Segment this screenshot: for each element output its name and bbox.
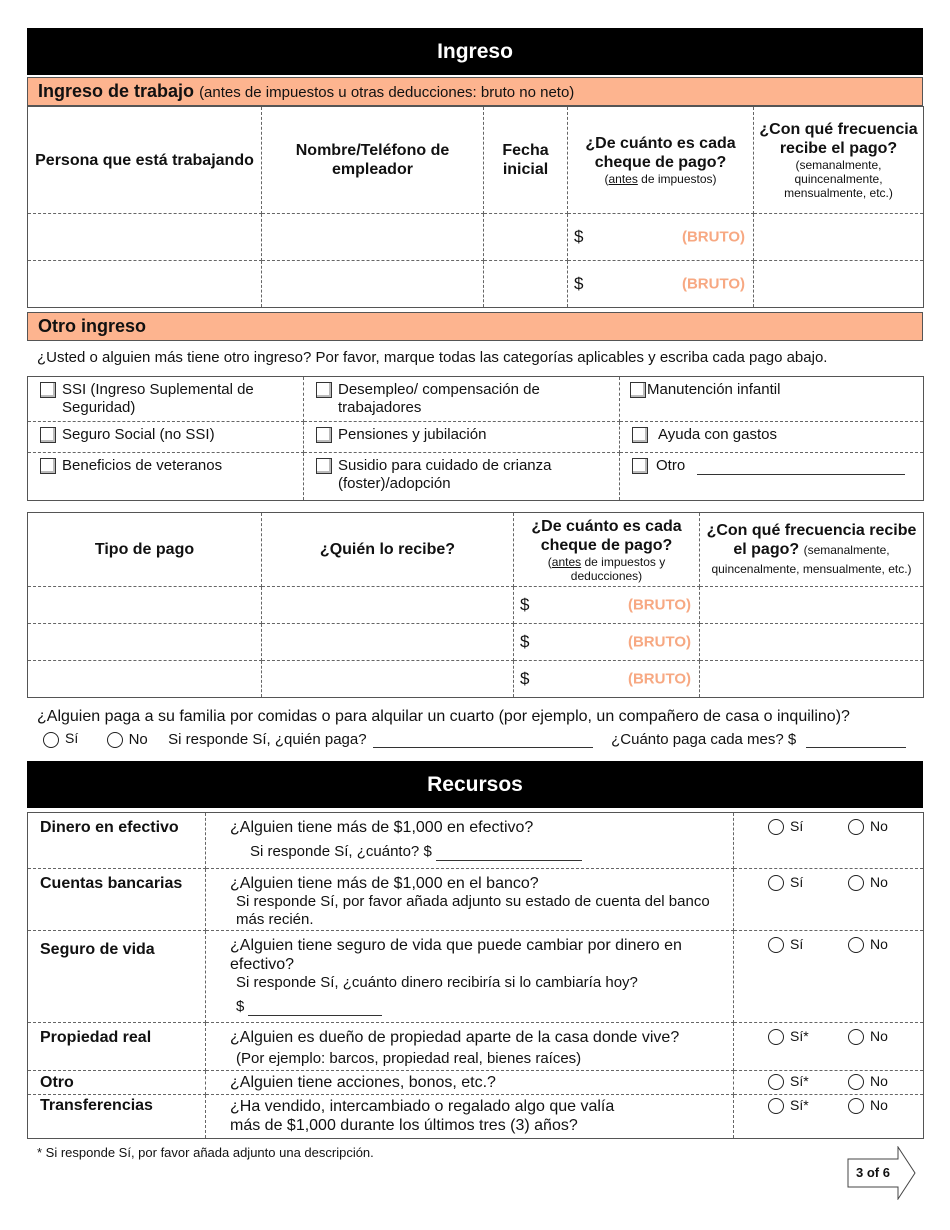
resource-category: Seguro de vida	[28, 931, 206, 1023]
frequency-field[interactable]	[700, 624, 924, 661]
category-manutencion[interactable]: Manutención infantil	[620, 377, 924, 422]
col-header-employer: Nombre/Teléfono de empleador	[262, 107, 484, 214]
radio-no[interactable]	[848, 937, 864, 953]
col-header-recipient: ¿Quién lo recibe?	[262, 513, 514, 587]
bruto-label: (BRUTO)	[627, 633, 691, 651]
page-number: 3 of 6	[856, 1165, 890, 1180]
table-row	[28, 214, 924, 261]
resource-question: ¿Alguien tiene seguro de vida que puede cambiar por dinero en efectivo?	[230, 937, 682, 973]
monthly-amount-field[interactable]	[806, 730, 906, 748]
bruto-label: (BRUTO)	[627, 670, 691, 688]
radio-yes[interactable]	[768, 1074, 784, 1090]
bruto-label: (BRUTO)	[681, 228, 745, 246]
category-seguro-social[interactable]: Seguro Social (no SSI)	[28, 422, 304, 453]
employer-field[interactable]	[262, 261, 484, 308]
col-header-frequency: ¿Con qué frecuencia recibe el pago? (semanalmente, quincenalmente, mensualmente, etc.)	[754, 107, 924, 214]
radio-yes[interactable]	[768, 1029, 784, 1045]
subsection-header-ingreso-trabajo	[27, 77, 923, 106]
subsection-title: Ingreso de trabajo	[38, 81, 195, 101]
otro-text-field[interactable]	[697, 461, 905, 475]
start-date-field[interactable]	[484, 261, 568, 308]
recipient-field[interactable]	[262, 661, 514, 698]
recipient-field[interactable]	[262, 587, 514, 624]
frequency-field[interactable]	[754, 214, 924, 261]
section-header-recursos: Recursos	[27, 761, 923, 808]
category-ssi[interactable]: SSI (Ingreso Suplemental de Seguridad)	[28, 377, 304, 422]
who-pays-field[interactable]	[373, 730, 593, 748]
radio-no[interactable]	[848, 1029, 864, 1045]
other-income-prompt: ¿Usted o alguien más tiene otro ingreso? Por favor, marque todas las categorías aplicables y escriba cada pago abajo.	[37, 349, 828, 366]
category-otro[interactable]: Otro	[620, 453, 924, 501]
checkbox[interactable]	[316, 458, 332, 474]
resource-row-cash: Dinero en efectivo ¿Alguien tiene más de $1,000 en efectivo? Si responde Sí, ¿cuánto? $ Sí No	[28, 813, 924, 869]
category-pensiones[interactable]: Pensiones y jubilación	[304, 422, 620, 453]
col-header-amount: ¿De cuánto es cada cheque de pago? (antes de impuestos)	[568, 107, 754, 214]
table-row	[28, 261, 924, 308]
resource-category: Propiedad real	[28, 1023, 206, 1071]
frequency-field[interactable]	[754, 261, 924, 308]
form-page	[27, 28, 923, 1166]
room-board-answers: Sí No Si responde Sí, ¿quién paga? ¿Cuánto paga cada mes? $	[27, 726, 923, 758]
resource-subtext: Si responde Sí, por favor añada adjunto su estado de cuenta del banco más recién.	[236, 893, 710, 928]
radio-yes[interactable]	[768, 819, 784, 835]
cash-amount-field[interactable]	[436, 845, 582, 861]
checkbox[interactable]	[40, 458, 56, 474]
table-row	[28, 587, 924, 624]
col-header-start-date: Fecha inicial	[484, 107, 568, 214]
resource-row-real-property: Propiedad real ¿Alguien es dueño de propiedad aparte de la casa donde vive? (Por ejemplo: barcos, propiedad real, bienes raíces) Sí* No	[28, 1023, 924, 1071]
amount-field[interactable]: $ (BRUTO)	[568, 214, 754, 261]
resource-question: ¿Alguien tiene más de $1,000 en el banco?	[230, 875, 539, 892]
radio-yes[interactable]	[43, 732, 59, 748]
resource-row-other: Otro ¿Alguien tiene acciones, bonos, etc.? Sí* No	[28, 1071, 924, 1095]
checkbox[interactable]	[316, 382, 332, 398]
frequency-field[interactable]	[700, 587, 924, 624]
category-ayuda-gastos[interactable]: Ayuda con gastos	[620, 422, 924, 453]
resource-row-life-insurance: Seguro de vida ¿Alguien tiene seguro de vida que puede cambiar por dinero en efectivo? Si responde Sí, ¿cuánto dinero recibiría si lo cambiaría hoy? $ Sí No	[28, 931, 924, 1023]
resource-subtext: (Por ejemplo: barcos, propiedad real, bienes raíces)	[236, 1050, 582, 1067]
radio-no[interactable]	[848, 1098, 864, 1114]
col-header-amount: ¿De cuánto es cada cheque de pago? (antes de impuestos y deducciones)	[514, 513, 700, 587]
footnote: * Si responde Sí, por favor añada adjunto una descripción.	[37, 1145, 374, 1160]
monthly-amount-label: ¿Cuánto paga cada mes? $	[611, 730, 797, 748]
resource-category: Dinero en efectivo	[28, 813, 206, 869]
resource-subtext: Si responde Sí, ¿cuánto dinero recibiría si lo cambiaría hoy?	[236, 974, 638, 991]
resource-category: Transferencias	[28, 1095, 206, 1139]
radio-yes[interactable]	[768, 1098, 784, 1114]
payment-type-field[interactable]	[28, 624, 262, 661]
col-header-payment-type: Tipo de pago	[28, 513, 262, 587]
category-foster[interactable]: Susidio para cuidado de crianza (foster)/adopción	[304, 453, 620, 501]
who-pays-label: Si responde Sí, ¿quién paga?	[168, 730, 367, 748]
recipient-field[interactable]	[262, 624, 514, 661]
radio-yes[interactable]	[768, 875, 784, 891]
bruto-label: (BRUTO)	[627, 596, 691, 614]
resource-question: ¿Ha vendido, intercambiado o regalado algo que valía más de $1,000 durante los últimos tres (3) años?	[230, 1098, 615, 1134]
amount-field[interactable]: $ (BRUTO)	[514, 624, 700, 661]
room-board-question: ¿Alguien paga a su familia por comidas o para alquilar un cuarto (por ejemplo, un compañero de casa o inquilino)?	[37, 708, 850, 725]
life-insurance-amount-field[interactable]	[248, 1000, 382, 1016]
checkbox[interactable]	[632, 458, 648, 474]
checkbox[interactable]	[40, 382, 56, 398]
person-field[interactable]	[28, 261, 262, 308]
payment-type-field[interactable]	[28, 587, 262, 624]
checkbox[interactable]	[316, 427, 332, 443]
radio-no[interactable]	[848, 819, 864, 835]
col-header-frequency: ¿Con qué frecuencia recibe el pago? (semanalmente, quincenalmente, mensualmente, etc.)	[700, 513, 924, 587]
page-indicator	[820, 1146, 916, 1200]
resource-question: ¿Alguien tiene acciones, bonos, etc.?	[230, 1074, 496, 1091]
subsection-header-otro-ingreso: Otro ingreso	[27, 312, 923, 341]
resource-category: Otro	[28, 1071, 206, 1095]
radio-no[interactable]	[107, 732, 123, 748]
checkbox[interactable]	[40, 427, 56, 443]
resource-row-bank: Cuentas bancarias ¿Alguien tiene más de $1,000 en el banco? Si responde Sí, por favor añada adjunto su estado de cuenta del banco más recién. Sí No	[28, 869, 924, 931]
resource-row-transfers: Transferencias ¿Ha vendido, intercambiado o regalado algo que valía más de $1,000 durante los últimos tres (3) años? Sí* No	[28, 1095, 924, 1139]
employer-field[interactable]	[262, 214, 484, 261]
col-header-person: Persona que está trabajando	[28, 107, 262, 214]
table-row	[28, 661, 924, 698]
subsection-subtitle: (antes de impuestos u otras deducciones: bruto no neto)	[199, 84, 575, 101]
section-header-ingreso: Ingreso	[27, 28, 923, 75]
table-header-row	[28, 107, 924, 214]
start-date-field[interactable]	[484, 214, 568, 261]
category-veteranos[interactable]: Beneficios de veteranos	[28, 453, 304, 501]
amount-field[interactable]: $ (BRUTO)	[514, 661, 700, 698]
other-income-table	[27, 512, 924, 698]
resource-question: ¿Alguien tiene más de $1,000 en efectivo?	[230, 819, 534, 836]
category-desempleo[interactable]: Desempleo/ compensación de trabajadores	[304, 377, 620, 422]
resource-question: ¿Alguien es dueño de propiedad aparte de la casa donde vive?	[230, 1029, 680, 1046]
resources-table	[27, 812, 924, 1139]
radio-no[interactable]	[848, 875, 864, 891]
other-income-categories	[27, 376, 924, 501]
frequency-field[interactable]	[700, 661, 924, 698]
table-header-row	[28, 513, 924, 587]
person-field[interactable]	[28, 214, 262, 261]
checkbox[interactable]	[632, 427, 648, 443]
table-row	[28, 624, 924, 661]
work-income-table	[27, 106, 924, 308]
amount-field[interactable]: $ (BRUTO)	[514, 587, 700, 624]
amount-field[interactable]: $ (BRUTO)	[568, 261, 754, 308]
payment-type-field[interactable]	[28, 661, 262, 698]
radio-no[interactable]	[848, 1074, 864, 1090]
radio-yes[interactable]	[768, 937, 784, 953]
bruto-label: (BRUTO)	[681, 275, 745, 293]
resource-category: Cuentas bancarias	[28, 869, 206, 931]
checkbox[interactable]	[630, 382, 646, 398]
